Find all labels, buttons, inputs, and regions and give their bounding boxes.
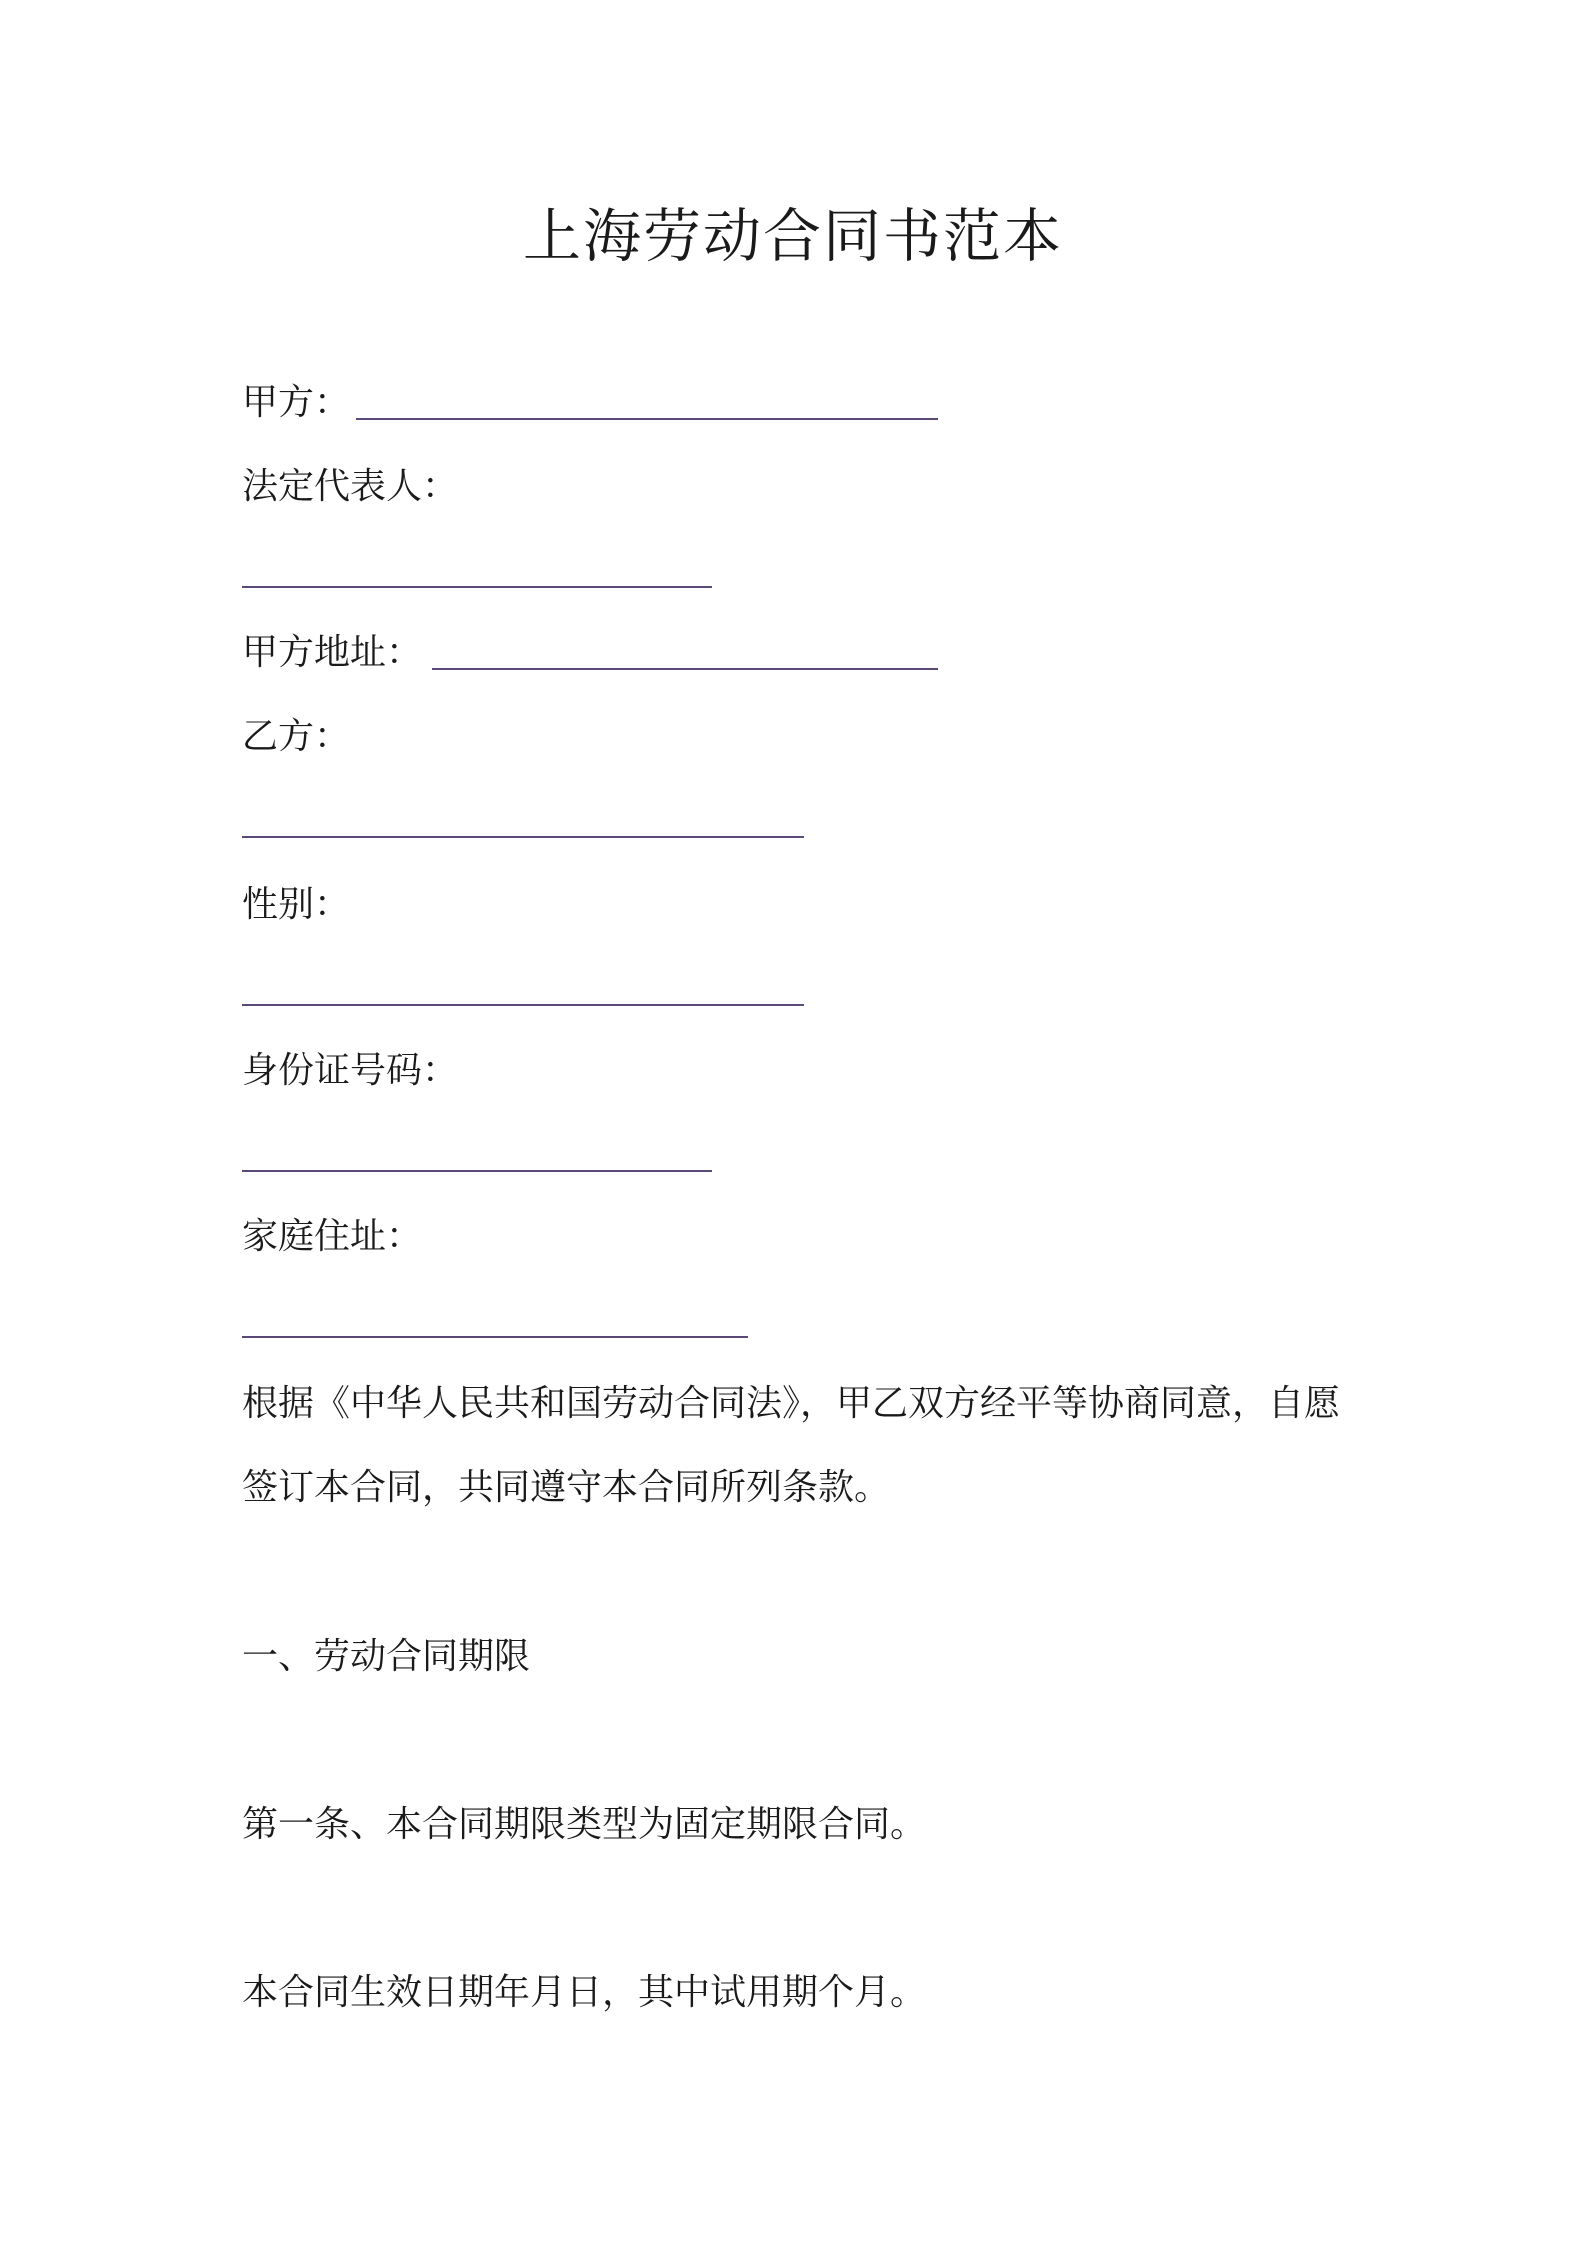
article-1-text: 第一条、本合同期限类型为固定期限合同。 bbox=[242, 1804, 927, 1845]
party-a-address-label: 甲方地址： bbox=[242, 632, 423, 673]
home-address-label: 家庭住址： bbox=[242, 1216, 423, 1257]
document-title: 上海劳动合同书范本 bbox=[522, 202, 1063, 270]
party-b-label: 乙方： bbox=[242, 716, 351, 757]
legal-rep-blank[interactable] bbox=[242, 586, 712, 588]
party-a-blank[interactable] bbox=[356, 418, 938, 420]
id-number-label: 身份证号码： bbox=[242, 1050, 459, 1091]
party-a-label: 甲方： bbox=[242, 382, 351, 423]
legal-rep-label: 法定代表人： bbox=[242, 466, 459, 507]
intro-paragraph: 根据《中华人民共和国劳动合同法》，甲乙双方经平等协商同意，自愿签订本合同，共同遵守本合同所列条款。 bbox=[242, 1383, 1341, 1508]
home-address-blank[interactable] bbox=[242, 1336, 748, 1338]
gender-blank[interactable] bbox=[242, 1004, 804, 1006]
gender-label: 性别： bbox=[242, 884, 351, 925]
effective-date-text: 本合同生效日期年月日，其中试用期个月。 bbox=[242, 1972, 927, 2013]
id-number-blank[interactable] bbox=[242, 1170, 712, 1172]
party-b-blank[interactable] bbox=[242, 836, 804, 838]
section-1-heading: 一、劳动合同期限 bbox=[242, 1636, 531, 1677]
party-a-address-blank[interactable] bbox=[432, 668, 938, 670]
